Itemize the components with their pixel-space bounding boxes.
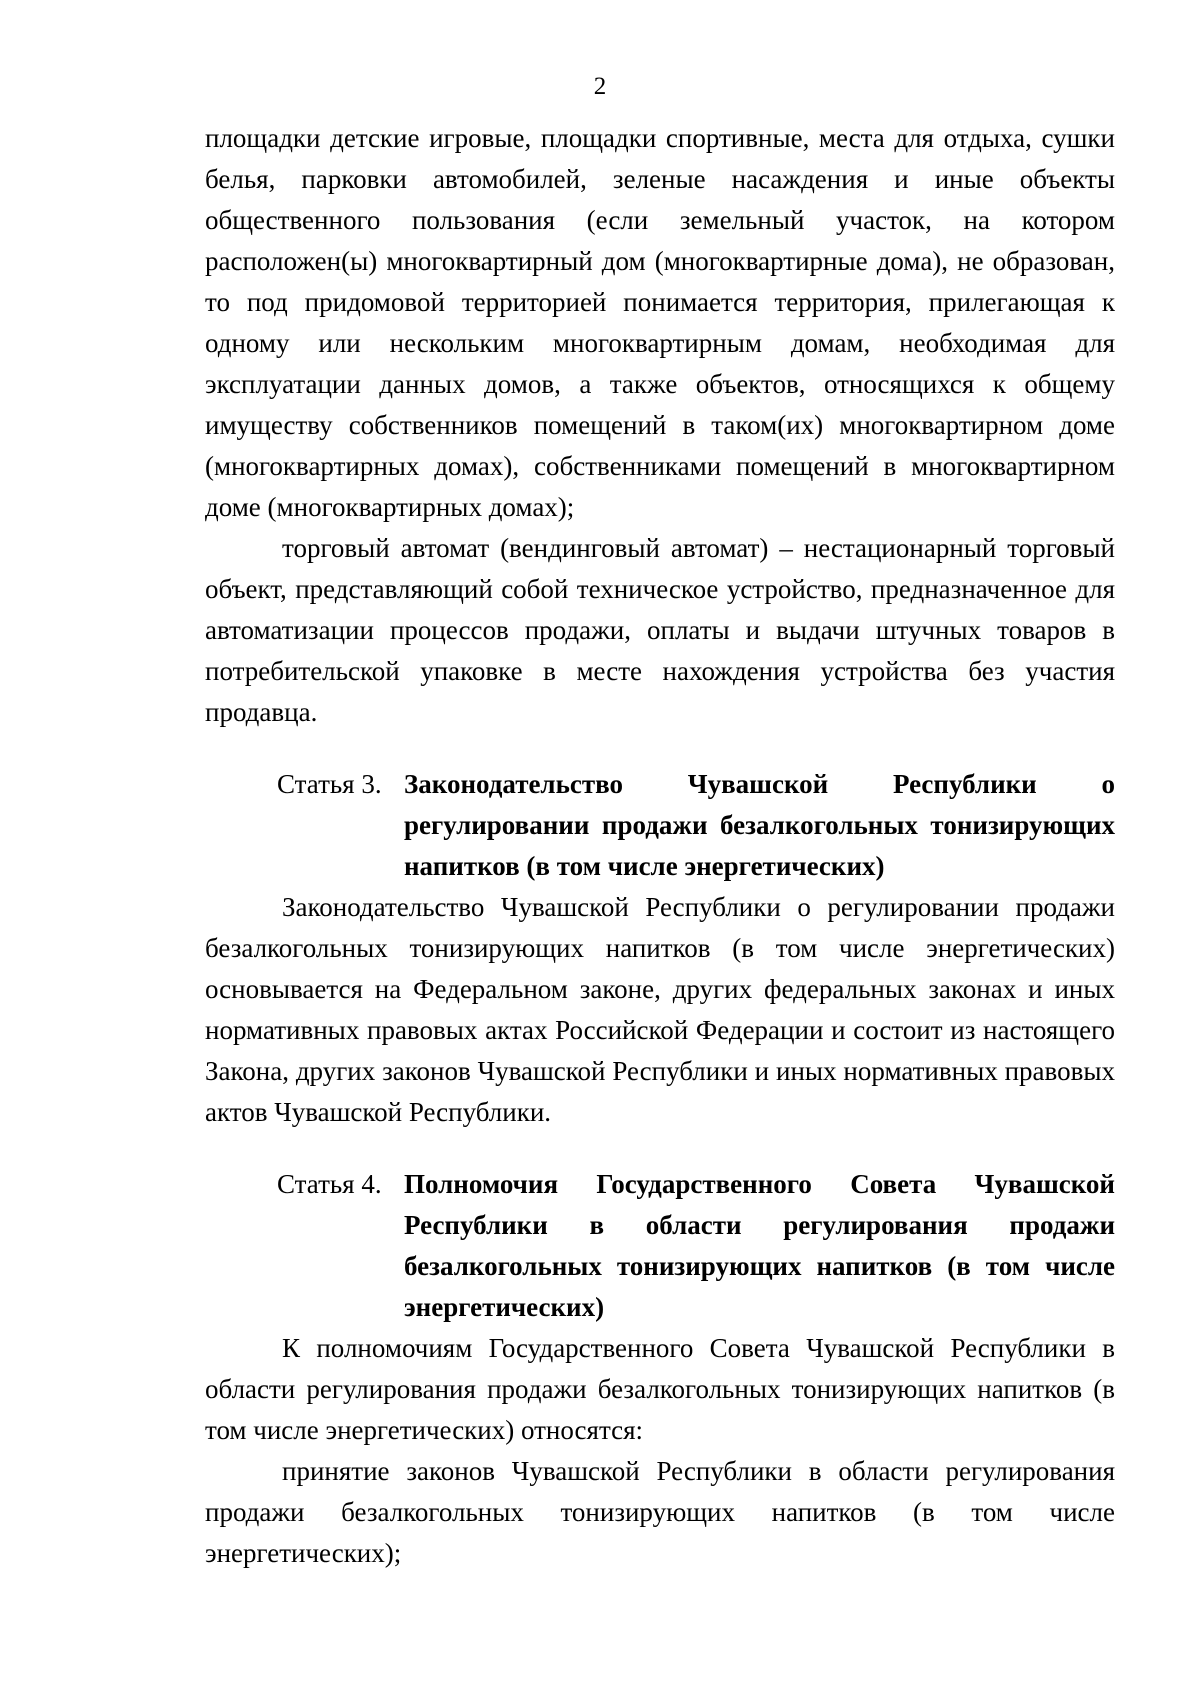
article-4-title: Полномочия Государственного Совета Чувашской Республики в области регулирования продажи безалкогольных тонизирующих напитков (в том числе энергетических) xyxy=(404,1169,1115,1322)
paragraph-definition-continuation: площадки детские игровые, площадки спортивные, места для отдыха, сушки белья, парковки автомобилей, зеленые насаждения и иные объекты общественного пользования (если земельный участок, на котором расположен(ы) многоквартирный дом (многоквартирные дома), не образован, то под придомовой территорией понимается территория, прилегающая к одному или нескольким многоквартирным домам, необходимая для эксплуатации данных домов, а также объектов, относящихся к общему имуществу собственников помещений в таком(их) многоквартирном доме (многоквартирных домах), собственниками помещений в многоквартирном доме (многоквартирных домах); xyxy=(205,123,1115,522)
page-number: 2 xyxy=(593,73,607,100)
article-3-heading xyxy=(205,764,1115,887)
article-3-title: Законодательство Чувашской Республики о регулировании продажи безалкогольных тонизирующих напитков (в том числе энергетических) xyxy=(404,769,1115,881)
document-body xyxy=(205,118,1115,1574)
article-3-paragraph: Законодательство Чувашской Республики о регулировании продажи безалкогольных тонизирующих напитков (в том числе энергетических) основывается на Федеральном законе, других федеральных законах и иных нормативных правовых актах Российской Федерации и состоит из настоящего Закона, других законов Чувашской Республики и иных нормативных правовых актов Чувашской Республики. xyxy=(205,892,1115,1127)
article-4-paragraph-intro: К полномочиям Государственного Совета Чувашской Республики в области регулирования продажи безалкогольных тонизирующих напитков (в том числе энергетических) относятся: xyxy=(205,1333,1115,1445)
article-3-label: Статья 3. xyxy=(277,769,382,799)
paragraph-vending-machine-definition: торговый автомат (вендинговый автомат) – нестационарный торговый объект, представляющий собой техническое устройство, предназначенное для автоматизации процессов продажи, оплаты и выдачи штучных товаров в потребительской упаковке в месте нахождения устройства без участия продавца. xyxy=(205,533,1115,727)
article-4-label: Статья 4. xyxy=(277,1169,382,1199)
article-4-heading xyxy=(205,1164,1115,1328)
article-4-paragraph-item: принятие законов Чувашской Республики в области регулирования продажи безалкогольных тонизирующих напитков (в том числе энергетических); xyxy=(205,1456,1115,1568)
